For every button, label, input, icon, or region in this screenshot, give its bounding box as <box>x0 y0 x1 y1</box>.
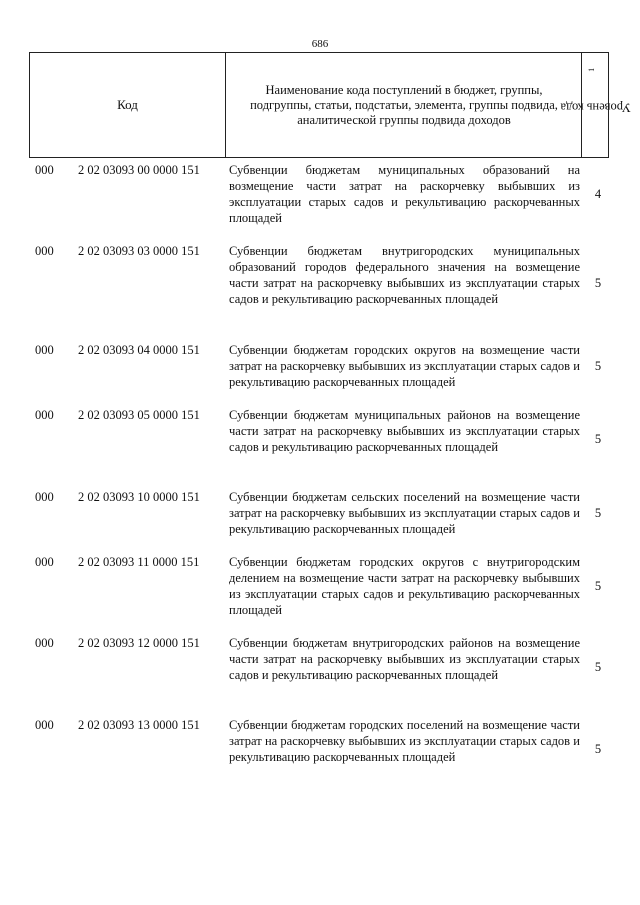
table-header <box>29 52 631 158</box>
income-name: Субвенции бюджетам муниципальных районов на возмещение части затрат на раскорчевку выбывших из эксплуатации старых садов и рекультивацию раскорчеванных площадей <box>229 408 580 454</box>
code-level: 5 <box>594 741 602 756</box>
income-name: Субвенции бюджетам городских округов на возмещение части затрат на раскорчевку выбывших из эксплуатации старых садов и рекультивацию раскорчеванных площадей <box>229 343 580 389</box>
header-code: Код <box>117 97 138 112</box>
admin-code: 000 <box>35 490 54 504</box>
income-name: Субвенции бюджетам городских округов с внутригородским делением на возмещение части затрат на раскорчевку выбывших из эксплуатации старых садов и рекультивацию раскорчеванных площадей <box>229 555 580 617</box>
header-name: Наименование кода поступлений в бюджет, группы, подгруппы, статьи, подстатьи, элемента, группы подвида, аналитической группы подвида доходов <box>250 82 558 127</box>
income-code: 2 02 03093 12 0000 151 <box>78 636 200 650</box>
income-code: 2 02 03093 00 0000 151 <box>78 163 200 177</box>
income-name: Субвенции бюджетам внутригородских муниципальных образований городов федерального значения на возмещение части затрат на раскорчевку выбывших из эксплуатации старых садов и рекультивацию раскорчеванных площадей <box>229 244 580 306</box>
income-code: 2 02 03093 04 0000 151 <box>78 343 200 357</box>
admin-code: 000 <box>35 408 54 422</box>
code-level: 5 <box>594 505 602 520</box>
code-level: 4 <box>594 186 602 201</box>
income-code: 2 02 03093 11 0000 151 <box>78 555 200 569</box>
income-name: Субвенции бюджетам городских поселений на возмещение части затрат на раскорчевку выбывших из эксплуатации старых садов и рекультивацию раскорчеванных площадей <box>229 718 580 764</box>
header-divider <box>225 53 226 157</box>
code-level: 5 <box>594 578 602 593</box>
income-code: 2 02 03093 03 0000 151 <box>78 244 200 258</box>
page-number: 686 <box>311 38 329 50</box>
admin-code: 000 <box>35 163 54 177</box>
code-level: 5 <box>594 659 602 674</box>
header-level-label: Уровень кода <box>560 100 631 115</box>
income-code: 2 02 03093 10 0000 151 <box>78 490 200 504</box>
admin-code: 000 <box>35 636 54 650</box>
income-name: Субвенции бюджетам муниципальных образований на возмещение части затрат на раскорчевку выбывших из эксплуатации старых садов и рекультивацию раскорчеванных площадей <box>229 163 580 225</box>
income-code: 2 02 03093 05 0000 151 <box>78 408 200 422</box>
code-level: 5 <box>594 431 602 446</box>
admin-code: 000 <box>35 244 54 258</box>
admin-code: 000 <box>35 718 54 732</box>
admin-code: 000 <box>35 555 54 569</box>
header-level-footnote: 1 <box>586 67 596 72</box>
code-level: 5 <box>594 358 602 373</box>
income-code: 2 02 03093 13 0000 151 <box>78 718 200 732</box>
admin-code: 000 <box>35 343 54 357</box>
income-name: Субвенции бюджетам сельских поселений на возмещение части затрат на раскорчевку выбывших из эксплуатации старых садов и рекультивацию раскорчеванных площадей <box>229 490 580 536</box>
income-name: Субвенции бюджетам внутригородских районов на возмещение части затрат на раскорчевку выбывших из эксплуатации старых садов и рекультивацию раскорчеванных площадей <box>229 636 580 682</box>
code-level: 5 <box>594 275 602 290</box>
header-level <box>560 53 631 157</box>
